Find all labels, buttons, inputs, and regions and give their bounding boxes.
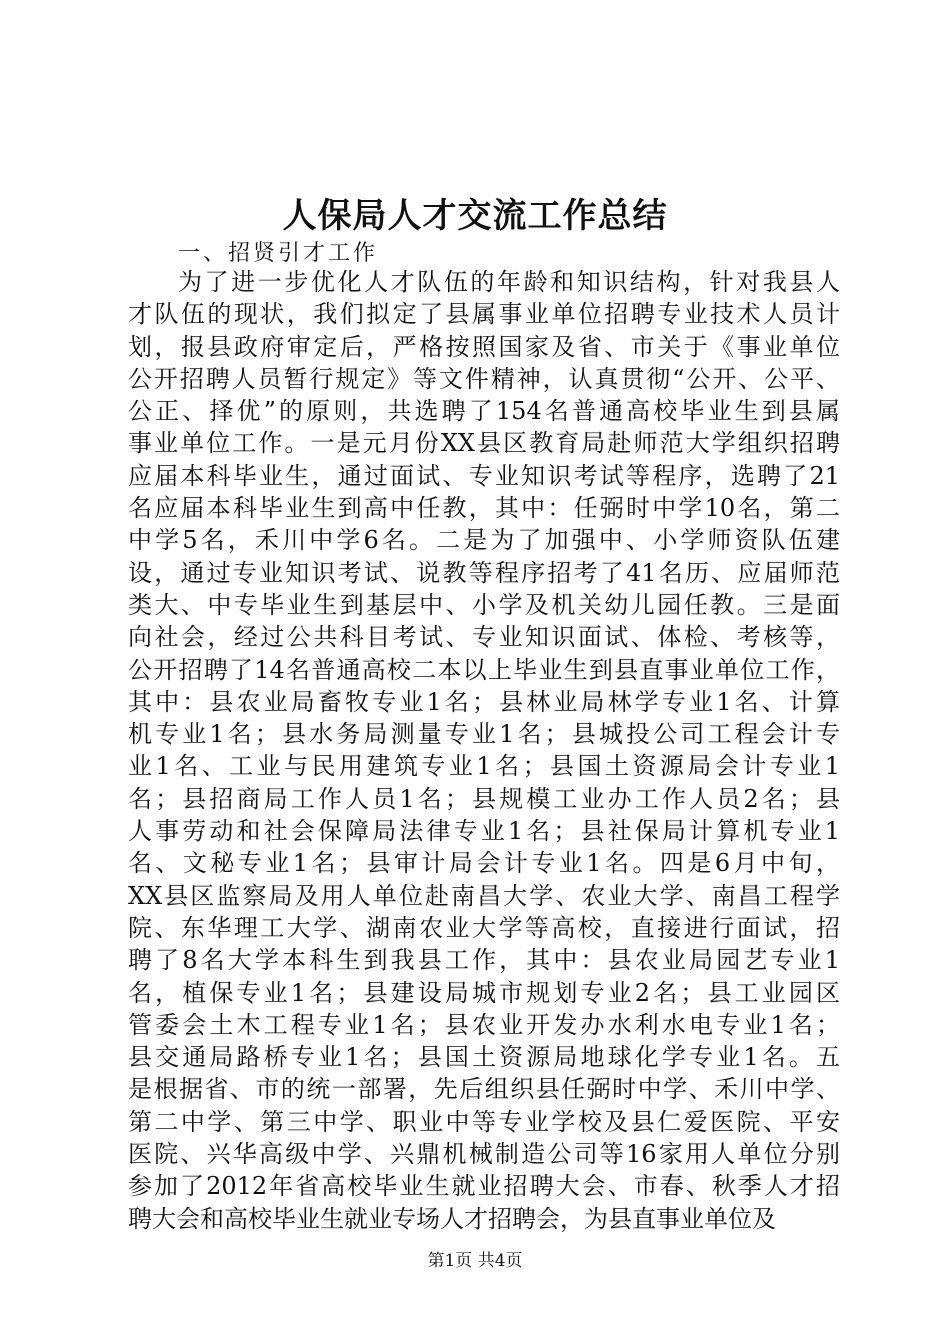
text-line: 事业单位工作。一是元月份XX县区教育局赴师范大学组织招聘 <box>128 429 840 458</box>
text-line: 类大、中专毕业生到基层中、小学及机关幼儿园任教。三是面 <box>128 590 840 619</box>
text-line: 其中：县农业局畜牧专业1名；县林业局林学专业1名、计算 <box>128 687 840 716</box>
text-line: 名；县招商局工作人员1名；县规模工业办工作人员2名；县 <box>128 784 840 813</box>
text-line: 中学5名，禾川中学6名。二是为了加强中、小学师资队伍建 <box>128 526 840 555</box>
text-line: 名应届本科毕业生到高中任教，其中：任弼时中学10名，第二 <box>128 494 840 523</box>
page-title: 人保局人才交流工作总结 <box>282 196 668 236</box>
text-line: 名，植保专业1名；县建设局城市规划专业2名；县工业园区 <box>128 978 840 1007</box>
text-line: 划，报县政府审定后，严格按照国家及省、市关于《事业单位 <box>128 332 840 361</box>
text-line: 聘大会和高校毕业生就业专场人才招聘会，为县直事业单位及 <box>128 1204 776 1233</box>
page-footer: 第1页 共4页 <box>427 1251 523 1271</box>
text-line: 院、东华理工大学、湖南农业大学等高校，直接进行面试，招 <box>128 913 840 942</box>
text-line: 应届本科毕业生，通过面试、专业知识考试等程序，选聘了21 <box>128 461 840 490</box>
text-line: 业1名、工业与民用建筑专业1名；县国土资源局会计专业1 <box>128 752 840 781</box>
text-line: 人事劳动和社会保障局法律专业1名；县社保局计算机专业1 <box>128 817 840 846</box>
text-line: 是根据省、市的统一部署，先后组织县任弼时中学、禾川中学、 <box>128 1075 840 1104</box>
body-paragraph <box>128 266 840 1235</box>
text-line: 机专业1名；县水务局测量专业1名；县城投公司工程会计专 <box>128 720 840 749</box>
text-line: 参加了2012年省高校毕业生就业招聘大会、市春、秋季人才招 <box>128 1172 840 1201</box>
text-line: 县交通局路桥专业1名；县国土资源局地球化学专业1名。五 <box>128 1043 840 1072</box>
text-line: 设，通过专业知识考试、说教等程序招考了41名历、应届师范 <box>128 558 840 587</box>
text-line: 为了进一步优化人才队伍的年龄和知识结构，针对我县人 <box>178 268 840 296</box>
text-line: 公开招聘人员暂行规定》等文件精神，认真贯彻“公开、公平、 <box>128 364 840 393</box>
text-line: 聘了8名大学本科生到我县工作，其中：县农业局园艺专业1 <box>128 946 840 975</box>
text-line: 才队伍的现状，我们拟定了县属事业单位招聘专业技术人员计 <box>128 300 840 329</box>
text-line: 公正、择优”的原则，共选聘了154名普通高校毕业生到县属 <box>128 397 840 426</box>
text-line: 公开招聘了14名普通高校二本以上毕业生到县直事业单位工作， <box>128 655 840 684</box>
text-line: 向社会，经过公共科目考试、专业知识面试、体检、考核等， <box>128 623 840 652</box>
text-line: XX县区监察局及用人单位赴南昌大学、农业大学、南昌工程学 <box>128 881 840 910</box>
text-line: 第二中学、第三中学、职业中等专业学校及县仁爱医院、平安 <box>128 1107 840 1136</box>
section-heading: 一、招贤引才工作 <box>178 241 379 266</box>
text-line: 医院、兴华高级中学、兴鼎机械制造公司等16家用人单位分别 <box>128 1140 840 1169</box>
text-line: 管委会土木工程专业1名；县农业开发办水利水电专业1名； <box>128 1010 840 1039</box>
text-line: 名、文秘专业1名；县审计局会计专业1名。四是6月中旬， <box>128 849 840 878</box>
